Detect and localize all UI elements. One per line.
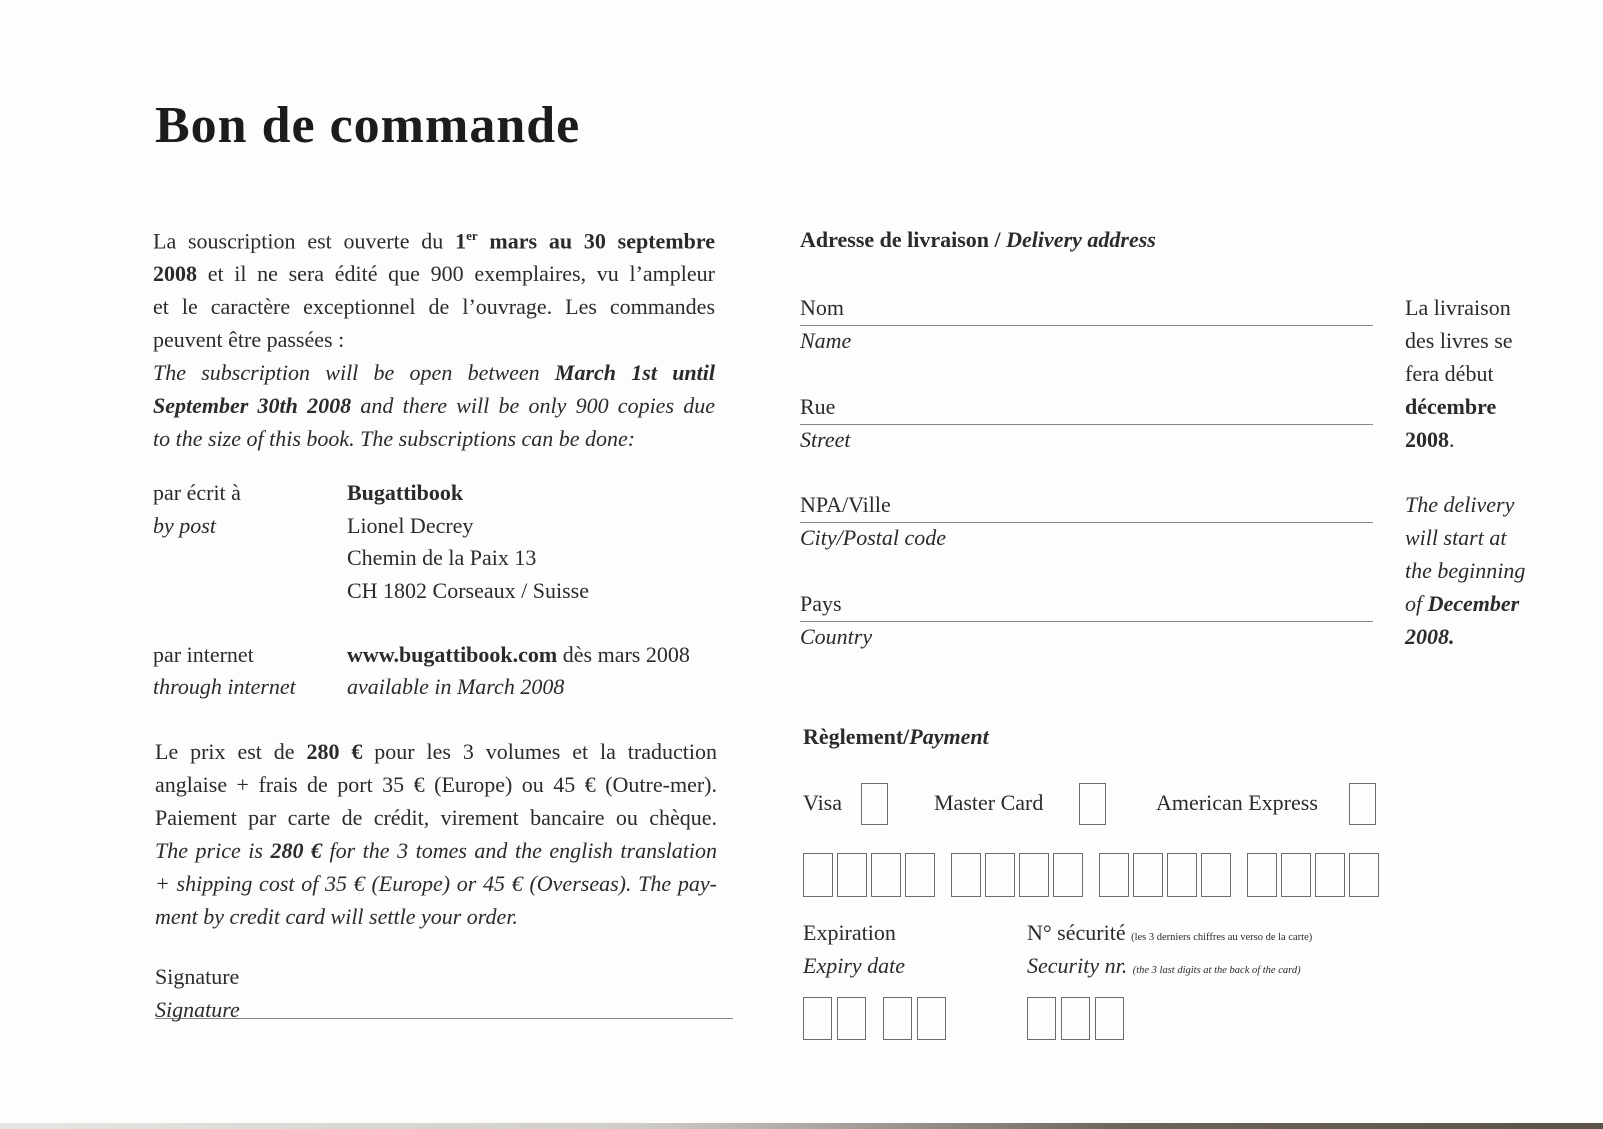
page-bottom-edge	[0, 1123, 1603, 1129]
mastercard-label: Master Card	[934, 790, 1044, 815]
card-digit-box[interactable]	[985, 853, 1015, 897]
note-en-line-5: 2008.	[1405, 624, 1455, 649]
security-note-fr: (les 3 derniers chiffres au verso de la carte)	[1131, 932, 1313, 943]
card-digit-box[interactable]	[1349, 853, 1379, 897]
note-fr-line-1: La livraison	[1405, 295, 1511, 320]
post-label-en: by post	[153, 513, 216, 538]
visa-label: Visa	[803, 790, 843, 815]
expiry-month-box-1[interactable]	[803, 997, 832, 1040]
card-digit-box[interactable]	[1019, 853, 1049, 897]
price-fr-line-1: Le prix est de 280 € pour les 3 volumes et la traduction	[155, 739, 717, 764]
price-fr-line-2: anglaise + frais de port 35 € (Europe) ou 45 € (Outre-mer).	[155, 772, 717, 797]
card-digit-box[interactable]	[1099, 853, 1129, 897]
visa-checkbox[interactable]	[861, 783, 888, 825]
amex-checkbox[interactable]	[1349, 783, 1376, 825]
post-address-line-2: Chemin de la Paix 13	[347, 545, 537, 570]
delivery-street-label-en: Street	[800, 427, 851, 452]
delivery-street-label: Rue	[800, 394, 836, 419]
post-label-fr: par écrit à	[153, 480, 241, 505]
payment-heading: Règlement/Payment	[803, 724, 989, 749]
intro-fr-line-4: peuvent être passées :	[153, 327, 345, 353]
expiry-year-box-1[interactable]	[883, 997, 912, 1040]
internet-url-line: www.bugattibook.com dès mars 2008	[347, 642, 690, 667]
delivery-street-field[interactable]	[800, 424, 1373, 425]
delivery-country-label-en: Country	[800, 624, 873, 649]
expiry-label-fr: Expiration	[803, 920, 896, 945]
post-address-line-1: Lionel Decrey	[347, 513, 474, 538]
card-digit-box[interactable]	[951, 853, 981, 897]
delivery-city-label-en: City/Postal code	[800, 525, 947, 550]
post-address-name: Bugattibook	[347, 480, 464, 505]
security-label-fr: N° sécurité (les 3 derniers chiffres au verso de la carte)	[1027, 920, 1313, 945]
note-en-line-4: of December	[1405, 591, 1520, 616]
card-digit-box[interactable]	[871, 853, 901, 897]
mastercard-checkbox[interactable]	[1079, 783, 1106, 825]
delivery-name-label-en: Name	[800, 328, 852, 353]
card-digit-box[interactable]	[1053, 853, 1083, 897]
card-digit-box[interactable]	[1201, 853, 1231, 897]
price-en-line-2: + shipping cost of 35 € (Europe) or 45 € (Overseas). The pay-	[155, 871, 717, 896]
delivery-country-field[interactable]	[800, 621, 1373, 622]
signature-label-en: Signature	[155, 997, 240, 1022]
delivery-heading: Adresse de livraison / Delivery address	[800, 227, 1156, 252]
price-en-line-1: The price is 280 € for the 3 tomes and the english translation	[155, 838, 717, 863]
note-en-line-1: The delivery	[1405, 492, 1515, 517]
card-digit-box[interactable]	[1167, 853, 1197, 897]
intro-fr-line-2: 2008 et il ne sera édité que 900 exemplaires, vu l’ampleur	[153, 261, 715, 287]
note-fr-line-3: fera début	[1405, 361, 1494, 386]
security-digit-box-3[interactable]	[1095, 997, 1124, 1040]
expiry-year-box-2[interactable]	[917, 997, 946, 1040]
website-link[interactable]: www.bugattibook.com	[347, 642, 558, 667]
intro-fr-line-1: La souscription est ouverte du 1er mars au 30 septembre	[153, 228, 715, 254]
delivery-city-label: NPA/Ville	[800, 492, 891, 517]
internet-label-fr: par internet	[153, 642, 254, 667]
card-digit-box[interactable]	[1315, 853, 1345, 897]
price-paragraph	[155, 735, 717, 933]
card-digit-box[interactable]	[837, 853, 867, 897]
note-en-line-3: the beginning	[1405, 558, 1526, 583]
security-note-en: (the 3 last digits at the back of the card)	[1132, 965, 1301, 976]
security-label-en: Security nr. (the 3 last digits at the back of the card)	[1027, 953, 1301, 978]
intro-en-line-3: to the size of this book. The subscriptions can be done:	[153, 426, 636, 452]
intro-en-line-2: September 30th 2008 and there will be only 900 copies due	[153, 393, 715, 419]
internet-label-en: through internet	[153, 674, 296, 699]
note-fr-line-5: 2008.	[1405, 427, 1455, 452]
security-digit-box-1[interactable]	[1027, 997, 1056, 1040]
card-digit-box[interactable]	[1133, 853, 1163, 897]
price-fr-line-3: Paiement par carte de crédit, virement bancaire ou chèque.	[155, 805, 717, 830]
note-fr-line-2: des livres se	[1405, 328, 1513, 353]
note-fr-line-4: décembre	[1405, 394, 1497, 419]
card-number-field	[803, 853, 1378, 897]
delivery-country-label: Pays	[800, 591, 842, 616]
signature-label-fr: Signature	[155, 964, 240, 989]
note-en-line-2: will start at	[1405, 525, 1507, 550]
delivery-name-label: Nom	[800, 295, 844, 320]
card-digit-box[interactable]	[1247, 853, 1277, 897]
intro-en-line-1: The subscription will be open between March 1st until	[153, 360, 716, 386]
expiry-month-box-2[interactable]	[837, 997, 866, 1040]
delivery-note	[1405, 291, 1595, 653]
price-en-line-3: ment by credit card will settle your order.	[155, 904, 518, 929]
signature-line[interactable]	[155, 1018, 733, 1019]
card-digit-box[interactable]	[803, 853, 833, 897]
amex-label: American Express	[1156, 790, 1318, 815]
security-digit-box-2[interactable]	[1061, 997, 1090, 1040]
expiry-label-en: Expiry date	[803, 953, 906, 978]
internet-available: available in March 2008	[347, 674, 565, 699]
intro-paragraph	[153, 219, 715, 455]
card-digit-box[interactable]	[1281, 853, 1311, 897]
intro-fr-line-3: et le caractère exceptionnel de l’ouvrage. Les commandes	[153, 294, 715, 320]
card-digit-box[interactable]	[905, 853, 935, 897]
page-title: Bon de commande	[155, 97, 581, 154]
delivery-name-field[interactable]	[800, 325, 1373, 326]
post-address-line-3: CH 1802 Corseaux / Suisse	[347, 578, 589, 603]
